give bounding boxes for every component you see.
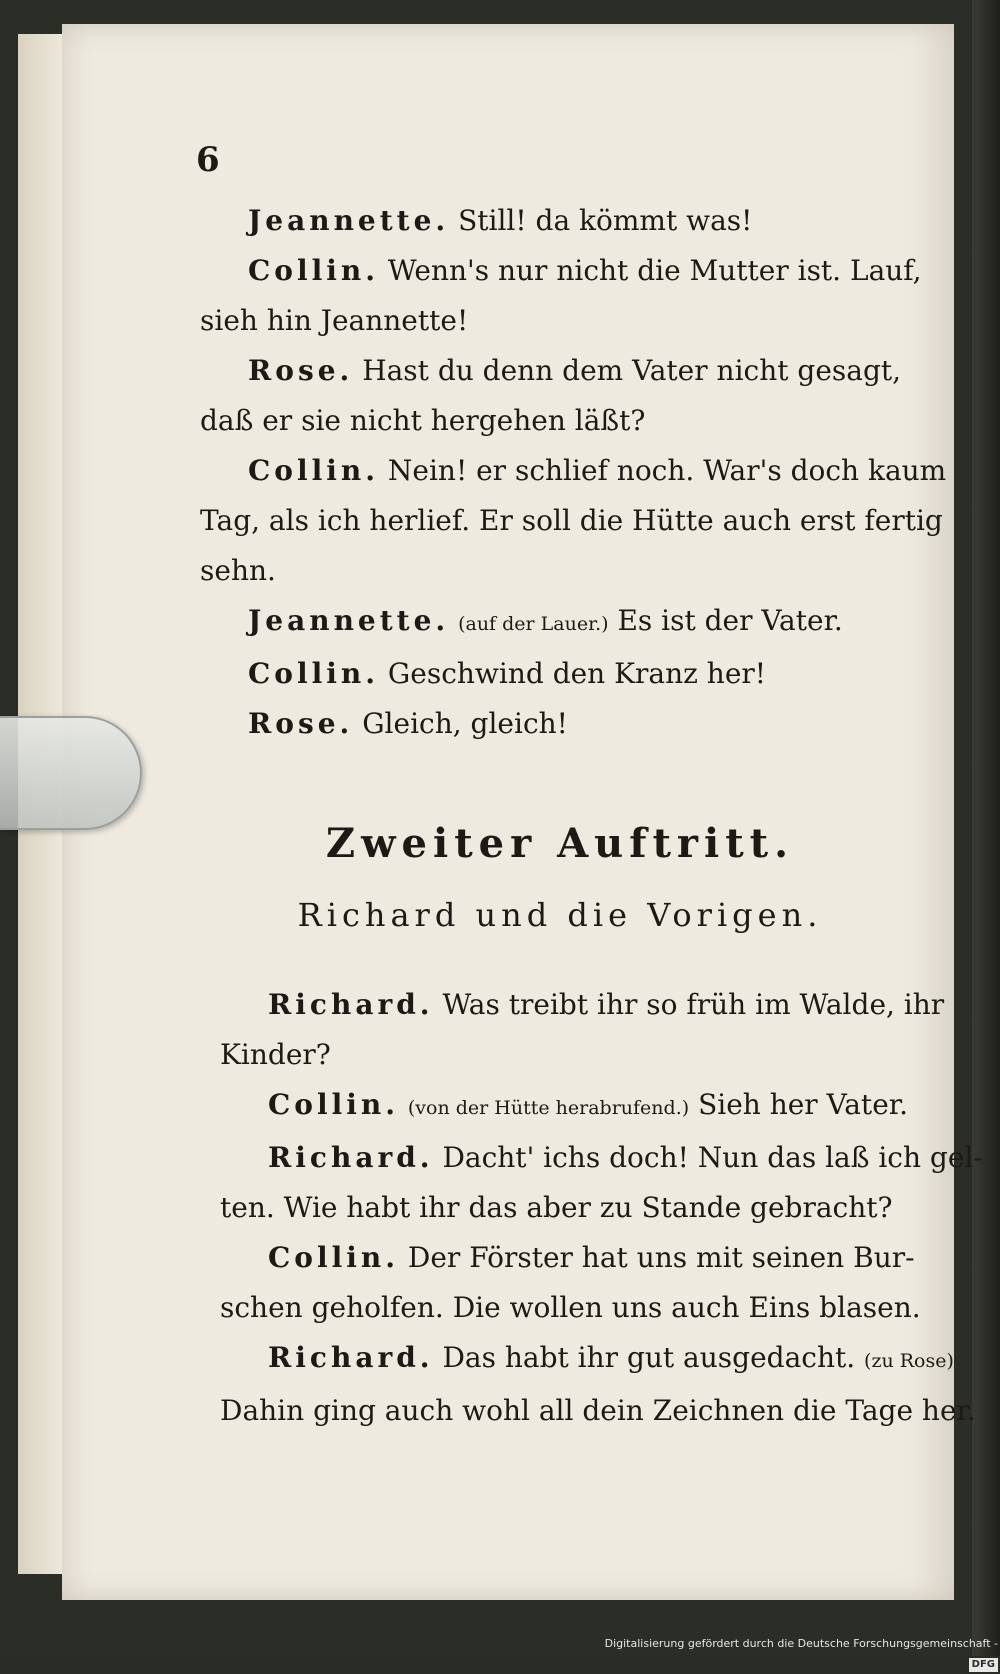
line-text: Das habt ihr gut ausgedacht. (442, 1341, 856, 1374)
stage-direction: (auf der Lauer.) (458, 613, 609, 635)
line-text: Nein! er schlief noch. War's doch kaum (387, 454, 947, 487)
speaker-name: Rose. (248, 354, 354, 387)
text-line (220, 1080, 920, 1133)
next-page-edge (972, 0, 1000, 1656)
line-text: Es ist der Vater. (617, 604, 843, 637)
line-text: Still! da kömmt was! (458, 204, 753, 237)
line-text: Sieh her Vater. (698, 1088, 908, 1121)
line-text: Gleich, gleich! (362, 707, 568, 740)
text-line (200, 346, 920, 396)
line-text: ten. Wie habt ihr das aber zu Stande gebracht? (220, 1191, 893, 1224)
speaker-name: Richard. (268, 1141, 434, 1174)
speaker-name: Rose. (248, 707, 354, 740)
speaker-name: Jeannette. (248, 604, 450, 637)
speaker-name: Collin. (268, 1088, 399, 1121)
line-text: Der Förster hat uns mit seinen Bur- (407, 1241, 915, 1274)
bookmark-clip (0, 716, 142, 830)
line-text: Wenn's nur nicht die Mutter ist. Lauf, (387, 254, 922, 287)
scene-title: Zweiter Auftritt. (325, 820, 795, 867)
dfg-logo: DFG (969, 1658, 998, 1672)
speaker-name: Collin. (248, 454, 379, 487)
text-line (220, 1333, 954, 1386)
dialogue-block-1 (200, 196, 947, 749)
text-line (200, 546, 920, 596)
scene-subtitle: Richard und die Vorigen. (297, 896, 823, 934)
line-text: schen geholfen. Die wollen uns auch Eins blasen. (220, 1291, 921, 1324)
footer-credit (600, 1634, 998, 1670)
line-text: Hast du denn dem Vater nicht gesagt, (362, 354, 902, 387)
speaker-name: Collin. (248, 657, 379, 690)
speaker-name: Richard. (268, 988, 434, 1021)
line-text: Was treibt ihr so früh im Walde, ihr (442, 988, 945, 1021)
speaker-name: Collin. (248, 254, 379, 287)
text-line (220, 1386, 976, 1436)
speaker-name: Richard. (268, 1341, 434, 1374)
line-text: sieh hin Jeannette! (200, 304, 469, 337)
stage-direction: (zu Rose) (864, 1350, 954, 1372)
stage-direction: (von der Hütte herabrufend.) (407, 1097, 690, 1119)
line-text: sehn. (200, 554, 276, 587)
footer-credit-text: Digitalisierung gefördert durch die Deutsche Forschungsgemeinschaft - (604, 1637, 998, 1650)
speaker-name: Collin. (268, 1241, 399, 1274)
text-line (200, 699, 920, 749)
text-line (200, 396, 920, 446)
line-text: Geschwind den Kranz her! (387, 657, 767, 690)
text-line (200, 196, 920, 246)
text-line (200, 246, 920, 296)
text-line (200, 596, 920, 649)
line-text: Dacht' ichs doch! Nun das laß ich gel- (442, 1141, 983, 1174)
dialogue-block-2 (220, 980, 983, 1436)
line-text: Tag, als ich herlief. Er soll die Hütte auch erst fertig (200, 504, 943, 537)
text-line (200, 296, 920, 346)
text-line (220, 1283, 920, 1333)
line-text: Kinder? (220, 1038, 331, 1071)
line-text: daß er sie nicht hergehen läßt? (200, 404, 646, 437)
page-number: 6 (196, 140, 220, 180)
text-line (200, 649, 920, 699)
text-line (220, 1233, 920, 1283)
text-line (200, 446, 947, 496)
line-text: Dahin ging auch wohl all dein Zeichnen die Tage her. (220, 1394, 976, 1427)
text-line (200, 496, 943, 546)
text-line (220, 1030, 920, 1080)
speaker-name: Jeannette. (248, 204, 450, 237)
text-line (220, 1183, 920, 1233)
text-line (220, 1133, 983, 1183)
text-line (220, 980, 945, 1030)
